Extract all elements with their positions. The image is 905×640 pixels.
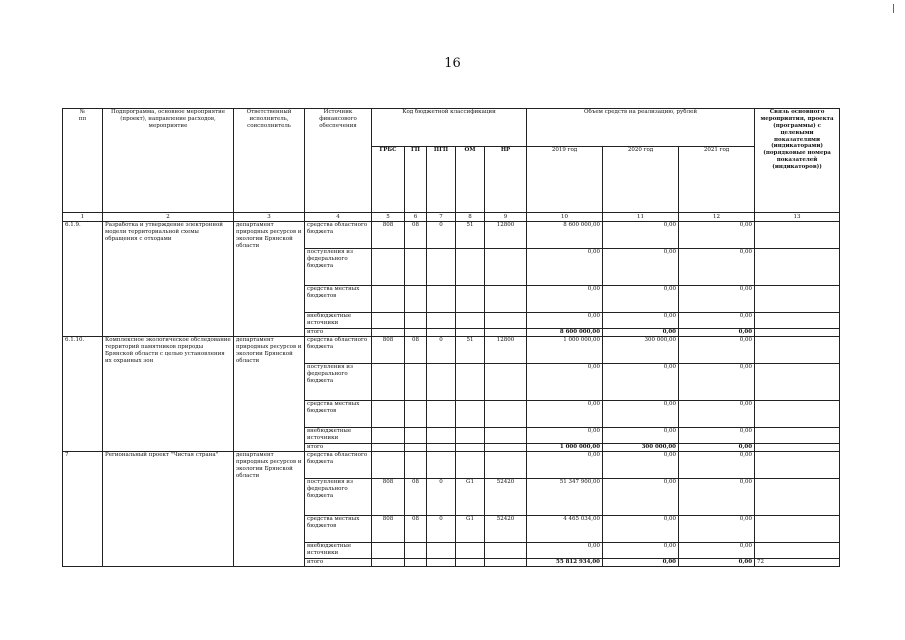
header-volume: Объем средств на реализацию, рублей [527,109,755,147]
source-cell: средства областного бюджета [305,337,372,364]
header-no: № пп [63,109,103,213]
column-index: 12 [679,213,755,222]
code-pgp-cell [427,428,456,444]
code-np-cell [485,313,527,329]
amount-y2020-cell: 0,00 [603,401,679,428]
amount-y2019-cell: 0,00 [527,364,603,401]
code-pgp-cell [427,286,456,313]
amount-y2020-cell: 0,00 [603,329,679,337]
link-cell [755,286,840,313]
amount-y2019-cell: 0,00 [527,452,603,479]
code-grbs-cell [372,249,405,286]
header-grbs: ГРБС [372,147,405,213]
source-cell: внебюджетные источники [305,313,372,329]
column-index: 8 [456,213,485,222]
amount-y2020-cell: 0,00 [603,364,679,401]
column-index: 13 [755,213,840,222]
source-cell: итого [305,559,372,567]
header-2020: 2020 год [603,147,679,213]
link-cell [755,329,840,337]
item-number: 7 [63,452,103,567]
source-cell: внебюджетные источники [305,543,372,559]
code-gp-cell [405,313,427,329]
source-cell: средства областного бюджета [305,452,372,479]
code-gp-cell: 08 [405,516,427,543]
code-pgp-cell [427,452,456,479]
code-np-cell [485,401,527,428]
code-gp-cell [405,452,427,479]
code-grbs-cell: 808 [372,337,405,364]
code-np-cell [485,452,527,479]
code-om-cell: 51 [456,222,485,249]
amount-y2020-cell: 0,00 [603,249,679,286]
column-index: 5 [372,213,405,222]
code-pgp-cell: 0 [427,479,456,516]
code-gp-cell [405,364,427,401]
column-index: 4 [305,213,372,222]
source-cell: средства местных бюджетов [305,516,372,543]
amount-y2021-cell: 0,00 [679,222,755,249]
code-pgp-cell: 0 [427,516,456,543]
item-number: 6.1.10. [63,337,103,452]
code-gp-cell [405,401,427,428]
header-om: ОМ [456,147,485,213]
code-om-cell [456,559,485,567]
amount-y2021-cell: 0,00 [679,249,755,286]
amount-y2019-cell: 51 347 900,00 [527,479,603,516]
amount-y2021-cell: 0,00 [679,479,755,516]
code-pgp-cell [427,543,456,559]
code-om-cell: 51 [456,337,485,364]
code-om-cell: G1 [456,516,485,543]
item-responsible: департамент природных ресурсов и экологии Брянской области [234,337,305,452]
code-np-cell: 12800 [485,337,527,364]
code-gp-cell [405,444,427,452]
code-np-cell [485,559,527,567]
amount-y2019-cell: 0,00 [527,428,603,444]
amount-y2021-cell: 0,00 [679,559,755,567]
code-np-cell [485,444,527,452]
code-om-cell [456,452,485,479]
item-responsible: департамент природных ресурсов и экологии Брянской области [234,222,305,337]
column-index: 3 [234,213,305,222]
page-number: 16 [444,56,461,71]
amount-y2019-cell: 0,00 [527,401,603,428]
link-cell [755,222,840,249]
code-gp-cell [405,286,427,313]
code-np-cell [485,329,527,337]
source-cell: внебюджетные источники [305,428,372,444]
amount-y2021-cell: 0,00 [679,452,755,479]
amount-y2019-cell: 0,00 [527,543,603,559]
header-responsible: Ответственный исполнитель, соисполнитель [234,109,305,213]
source-cell: средства местных бюджетов [305,286,372,313]
code-grbs-cell [372,313,405,329]
amount-y2019-cell: 8 600 000,00 [527,222,603,249]
link-cell [755,452,840,479]
amount-y2021-cell: 0,00 [679,364,755,401]
amount-y2020-cell: 300 000,00 [603,444,679,452]
code-om-cell [456,428,485,444]
header-source: Источник финансового обеспечения [305,109,372,213]
header-2021: 2021 год [679,147,755,213]
link-cell [755,337,840,364]
amount-y2021-cell: 0,00 [679,329,755,337]
code-pgp-cell [427,249,456,286]
amount-y2019-cell: 1 000 000,00 [527,337,603,364]
amount-y2020-cell: 0,00 [603,313,679,329]
table-row [63,337,840,364]
code-pgp-cell [427,444,456,452]
amount-y2021-cell: 0,00 [679,286,755,313]
source-cell: поступления из федерального бюджета [305,364,372,401]
table-row [63,452,840,479]
header-np: НР [485,147,527,213]
code-pgp-cell [427,364,456,401]
code-grbs-cell: 808 [372,479,405,516]
code-pgp-cell [427,313,456,329]
column-index-row [63,213,840,222]
code-grbs-cell [372,286,405,313]
table-row [63,222,840,249]
item-name: Региональный проект "Чистая страна" [103,452,234,567]
amount-y2020-cell: 300 000,00 [603,337,679,364]
amount-y2019-cell: 4 465 034,00 [527,516,603,543]
header-budget-code: Код бюджетной классификации [372,109,527,147]
link-cell [755,516,840,543]
code-om-cell: G1 [456,479,485,516]
code-np-cell [485,286,527,313]
code-np-cell: 52420 [485,479,527,516]
amount-y2021-cell: 0,00 [679,444,755,452]
code-gp-cell [405,543,427,559]
code-om-cell [456,364,485,401]
amount-y2020-cell: 0,00 [603,452,679,479]
column-index: 9 [485,213,527,222]
amount-y2020-cell: 0,00 [603,479,679,516]
code-np-cell [485,364,527,401]
amount-y2020-cell: 0,00 [603,559,679,567]
header-link: Связь основного мероприятия, проекта (программы) с целевыми показателями (индикаторами) (порядковые номера показателей (индикаторов)) [755,109,840,213]
table-body [63,109,840,567]
code-grbs-cell [372,401,405,428]
amount-y2019-cell: 8 600 000,00 [527,329,603,337]
link-cell [755,444,840,452]
source-cell: поступления из федерального бюджета [305,479,372,516]
column-index: 1 [63,213,103,222]
amount-y2020-cell: 0,00 [603,543,679,559]
code-grbs-cell [372,559,405,567]
amount-y2021-cell: 0,00 [679,313,755,329]
code-np-cell [485,543,527,559]
link-cell [755,428,840,444]
amount-y2019-cell: 0,00 [527,249,603,286]
code-om-cell [456,401,485,428]
code-pgp-cell: 0 [427,222,456,249]
code-om-cell [456,329,485,337]
code-gp-cell [405,559,427,567]
amount-y2020-cell: 0,00 [603,222,679,249]
link-cell [755,313,840,329]
header-gp: ГП [405,147,427,213]
amount-y2019-cell: 0,00 [527,313,603,329]
column-index: 7 [427,213,456,222]
amount-y2021-cell: 0,00 [679,401,755,428]
amount-y2019-cell: 0,00 [527,286,603,313]
code-pgp-cell [427,559,456,567]
code-np-cell [485,428,527,444]
code-np-cell: 12800 [485,222,527,249]
code-om-cell [456,286,485,313]
code-om-cell [456,313,485,329]
link-cell [755,401,840,428]
amount-y2021-cell: 0,00 [679,543,755,559]
source-cell: итого [305,329,372,337]
amount-y2020-cell: 0,00 [603,516,679,543]
code-grbs-cell [372,364,405,401]
source-cell: итого [305,444,372,452]
link-cell [755,543,840,559]
code-pgp-cell [427,401,456,428]
amount-y2021-cell: 0,00 [679,337,755,364]
amount-y2020-cell: 0,00 [603,428,679,444]
code-np-cell [485,249,527,286]
source-cell: средства местных бюджетов [305,401,372,428]
code-grbs-cell: 808 [372,516,405,543]
code-gp-cell: 08 [405,479,427,516]
item-responsible: департамент природных ресурсов и экологии Брянской области [234,452,305,567]
source-cell: поступления из федерального бюджета [305,249,372,286]
code-om-cell [456,444,485,452]
code-grbs-cell [372,543,405,559]
budget-table [62,108,840,567]
item-name: Комплексное экологическое обследование территорий памятников природы Брянской области с целью установления их охранных зон [103,337,234,452]
code-om-cell [456,543,485,559]
page-edge-mark [893,4,894,13]
amount-y2019-cell: 55 812 934,00 [527,559,603,567]
code-gp-cell [405,428,427,444]
link-cell [755,364,840,401]
header-pgp: ПГП [427,147,456,213]
link-cell [755,249,840,286]
code-om-cell [456,249,485,286]
code-grbs-cell [372,428,405,444]
code-grbs-cell [372,329,405,337]
amount-y2019-cell: 1 000 000,00 [527,444,603,452]
code-gp-cell: 08 [405,337,427,364]
code-pgp-cell [427,329,456,337]
column-index: 2 [103,213,234,222]
column-index: 6 [405,213,427,222]
amount-y2021-cell: 0,00 [679,428,755,444]
code-grbs-cell: 808 [372,222,405,249]
code-pgp-cell: 0 [427,337,456,364]
code-gp-cell [405,249,427,286]
code-gp-cell: 08 [405,222,427,249]
item-name: Разработка и утверждение электронной модели территориальной схемы обращения с отходами [103,222,234,337]
code-grbs-cell [372,452,405,479]
column-index: 11 [603,213,679,222]
link-cell [755,479,840,516]
header-row-1 [63,109,840,147]
column-index: 10 [527,213,603,222]
code-np-cell: 52420 [485,516,527,543]
source-cell: средства областного бюджета [305,222,372,249]
header-2019: 2019 год [527,147,603,213]
item-number: 6.1.9. [63,222,103,337]
link-cell: 72 [755,559,840,567]
amount-y2021-cell: 0,00 [679,516,755,543]
header-subprogram: Подпрограмма, основное мероприятие (проект), направление расходов, мероприятие [103,109,234,213]
amount-y2020-cell: 0,00 [603,286,679,313]
code-gp-cell [405,329,427,337]
code-grbs-cell [372,444,405,452]
